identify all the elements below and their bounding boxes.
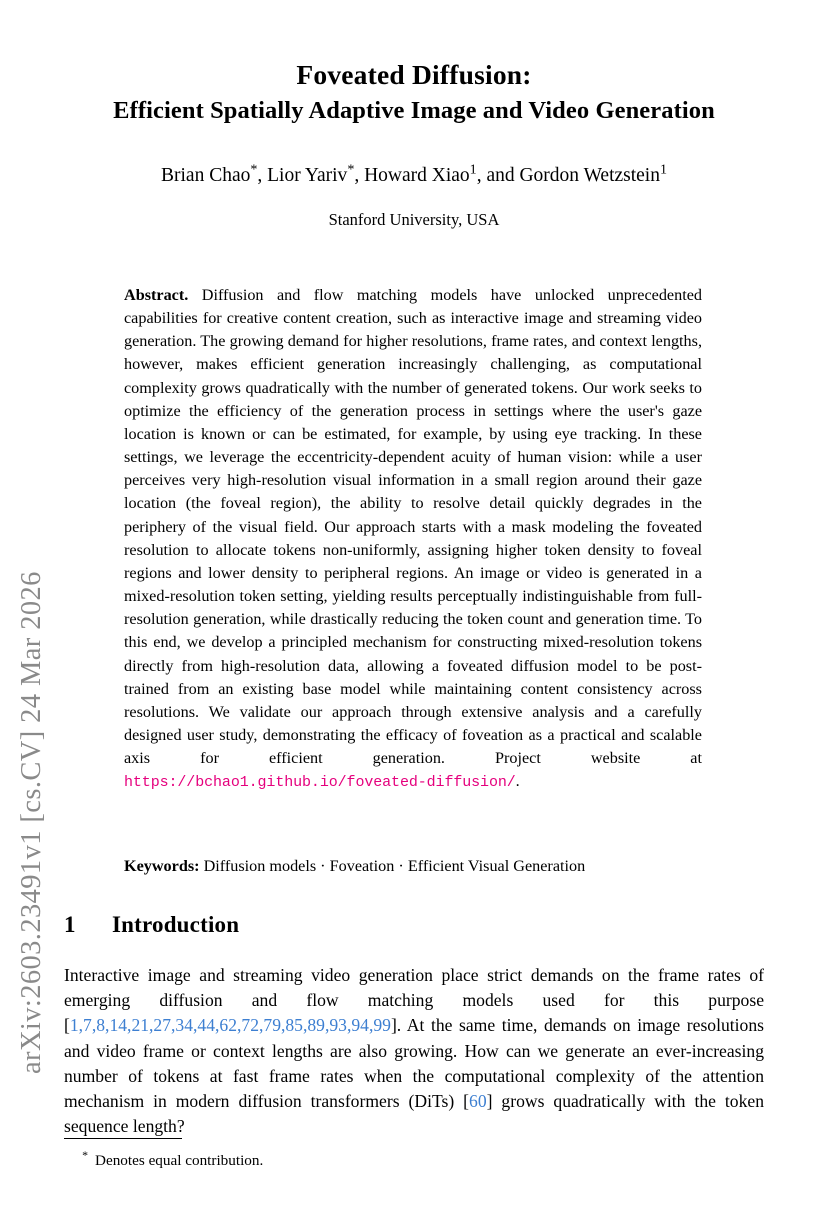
author-list [64,163,764,189]
intro-text-part-3: ] grows quadratically with the token sequence length? [64,1091,764,1137]
citation-group-1[interactable]: 1,7,8,14,21,27,34,44,62,72,79,85,89,93,94,99 [69,1015,391,1036]
footnote [64,1145,664,1171]
title-line-2: Efficient Spatially Adaptive Image and Video Generation [113,97,715,124]
abstract-body-tail: . [515,772,520,791]
page-title [64,58,764,127]
author-name-1: Brian Chao [161,165,251,186]
introduction-paragraph [64,963,764,1139]
author-name-3: , Howard Xiao [354,165,470,186]
keywords-heading: Keywords: [124,857,200,875]
author-name-4: , and Gordon Wetzstein [476,165,660,186]
section-title: Introduction [112,912,240,937]
author-mark-2: * [347,161,355,178]
project-website-link[interactable]: https://bchao1.github.io/foveated-diffusion/ [124,774,516,792]
title-line-1: Foveated Diffusion: [296,59,532,90]
abstract-block [124,284,702,794]
footnote-text: Denotes equal contribution. [95,1152,264,1170]
author-name-2: , Lior Yariv [257,165,348,186]
intro-text-part-2: ]. At the same time, demands on image resolutions and video frame or context lengths are also growing. How can we generate an ever-increasing number of tokens at fast frame rates when the computational complexity of the attention mechanism in modern diffusion transformers (DiTs) [ [64,1015,764,1112]
affiliation: Stanford University, USA [328,210,500,229]
abstract-heading: Abstract. [124,286,189,304]
section-number: 1 [64,912,76,937]
author-mark-3: 1 [469,161,477,178]
arxiv-stamp-text: arXiv:2603.23491v1 [cs.CV] 24 Mar 2026 [16,571,47,1074]
section-heading-introduction [64,912,239,938]
author-mark-4: 1 [659,161,667,178]
footnote-divider [64,1138,182,1139]
citation-group-2[interactable]: 60 [469,1091,487,1112]
intro-text-part-1: Interactive image and streaming video generation place strict demands on the frame rates of emerging diffusion and flow matching models used for this purpose [ [64,965,764,1036]
author-mark-1: * [250,161,258,178]
footnote-marker: * [82,1148,88,1162]
abstract-body: Diffusion and flow matching models have unlocked unprecedented capabilities for creative content creation, such as interactive image and streaming video generation. The growing demand for higher resolutions, frame rates, and context lengths, however, makes efficient generation increasingly challenging, as computational complexity grows quadratically with the number of generated tokens. Our work seeks to optimize the efficiency of the generation process in settings where the user's gaze location is known or can be estimated, for example, by using eye tracking. In these settings, we leverage the eccentricity-dependent acuity of human vision: while a user perceives very high-resolution visual information in a small region around their gaze location (the foveal region), the ability to resolve detail quickly degrades in the periphery of the visual field. Our approach starts with a mask modeling the foveated resolution to allocate tokens non-uniformly, assigning higher token density to foveal regions and lower density to peripheral regions. An image or video is generated in a mixed-resolution token setting, yielding results perceptually indistinguishable from full-resolution generation, while drastically reducing the token count and generation time. To this end, we develop a principled mechanism for constructing mixed-resolution tokens directly from high-resolution data, allowing a foveated diffusion model to be post-trained from an existing base model while maintaining content consistency across resolutions. We validate our approach through extensive analysis and a carefully designed user study, demonstrating the efficacy of foveation as a practical and scalable axis for efficient generation. Project website at [124,286,702,768]
keywords-line [124,855,702,878]
keywords-values: Diffusion models · Foveation · Efficient Visual Generation [203,857,586,875]
